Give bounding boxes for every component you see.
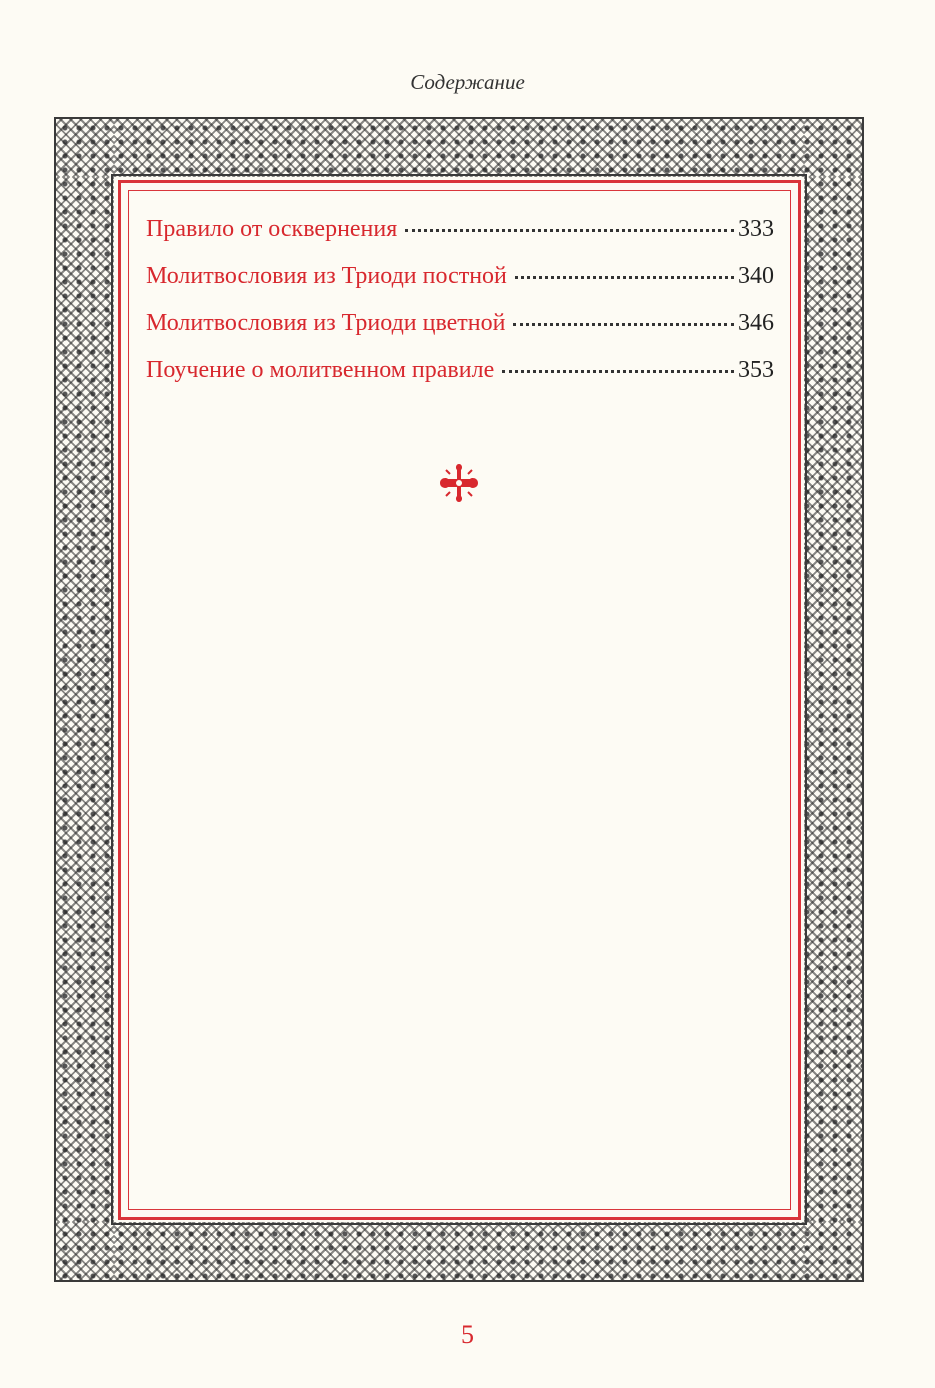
- toc-entry-title: Правило от осквернения: [146, 216, 398, 242]
- toc-entry[interactable]: [146, 310, 774, 357]
- toc-entry[interactable]: [146, 357, 774, 404]
- toc-entry-page: 333: [738, 216, 774, 242]
- dot-leader: [502, 370, 734, 373]
- table-of-contents: [146, 216, 774, 404]
- toc-entry-page: 353: [738, 357, 774, 383]
- running-head: Содержание: [410, 70, 525, 94]
- dot-leader: [405, 229, 734, 232]
- toc-entry[interactable]: [146, 216, 774, 263]
- toc-entry-page: 340: [738, 263, 774, 289]
- toc-entry-title: Молитвословия из Триоди цветной: [146, 310, 506, 336]
- toc-entry-page: 346: [738, 310, 774, 336]
- dot-leader: [515, 276, 734, 279]
- toc-entry[interactable]: [146, 263, 774, 310]
- page-number: 5: [461, 1320, 474, 1349]
- dot-leader: [513, 323, 734, 326]
- toc-entry-title: Поучение о молитвенном правиле: [146, 357, 495, 383]
- toc-entry-title: Молитвословия из Триоди постной: [146, 263, 507, 289]
- red-cross-ornament-icon: [436, 460, 482, 506]
